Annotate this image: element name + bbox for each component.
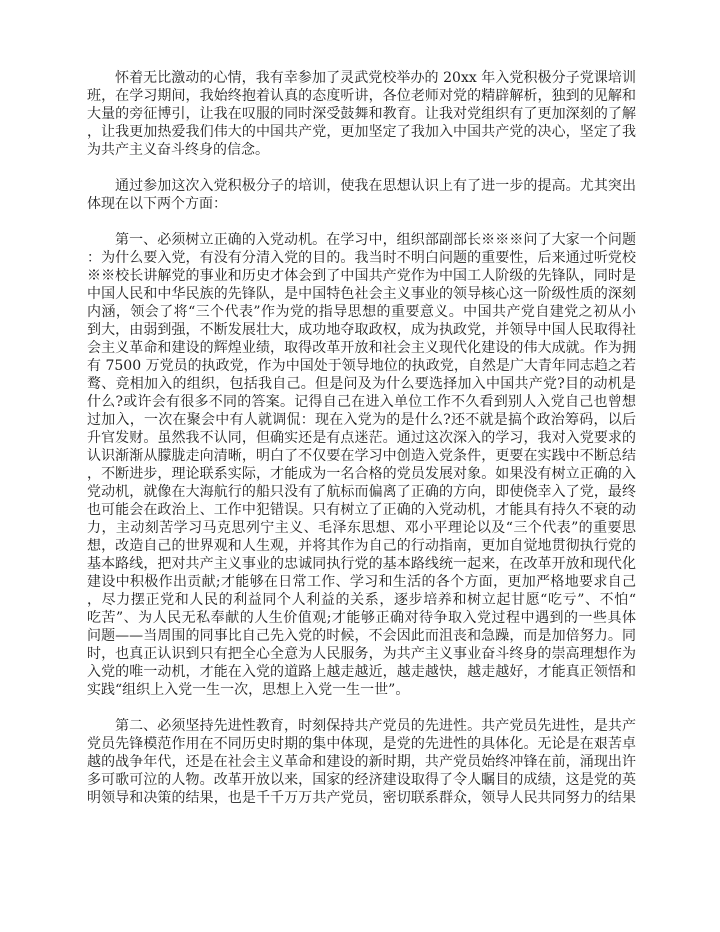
text-line: 有 7500 万党员的执政党，作为中国处于领导地位的执政党，自然是广大青年同志趋之若: [87, 358, 636, 374]
text-line: 实践“组织上入党一生一次，思想上入党一生一世”。: [87, 682, 410, 698]
paragraph: [87, 177, 636, 213]
text-line: 中国人民和中华民族的先锋队，是中国特色社会主义事业的领导核心这一阶级性质的深刻: [87, 286, 636, 302]
text-line: 建设中积极作出贡献;才能够在日常工作、学习和生活的各个方面，更加严格地要求自己: [87, 574, 636, 590]
text-line: 时，也真正认识到只有把全心全意为人民服务，为共产主义事业奋斗终身的崇高理想作为: [87, 646, 636, 662]
text-line: 内涵，领会了将“三个代表”作为党的指导思想的重要意义。中国共产党自建党之初从小: [87, 304, 636, 320]
text-line: 通过参加这次入党积极分子的培训，使我在思想认识上有了进一步的提高。尤其突出: [115, 178, 636, 194]
text-line: ：为什么要入党，有没有分清入党的目的。我当时不明白问题的重要性，后来通过听党校: [87, 250, 636, 266]
text-line: 党员先锋模范作用在不同历史时期的集中体现，是党的先进性的具体化。无论是在艰苦卓: [87, 736, 636, 752]
text-line: 什么?或许会有很多不同的答案。记得自己在进入单位工作不久看到别人入党自己也曾想: [87, 394, 636, 410]
text-line: 基本路线，把对共产主义事业的忠诚同执行党的基本路线统一起来，在改革开放和现代化: [87, 556, 636, 572]
text-line: 多可歌可泣的人物。改革开放以来，国家的经济建设取得了令人瞩目的成绩，这是党的英: [87, 772, 636, 788]
text-line: 大量的旁征博引，让我在叹服的同时深受鼓舞和教育。让我对党组织有了更加深刻的了解: [87, 106, 636, 122]
text-line: 到大，由弱到强，不断发展壮大，成功地夺取政权，成为执政党，并领导中国人民取得社: [87, 322, 636, 338]
text-line: 越的战争年代，还是在社会主义革命和建设的新时期，共产党员始终冲锋在前，涌现出许: [87, 754, 636, 770]
text-line: 认识渐渐从朦胧走向清晰，明白了不仅要在学习中创造入党条件，更要在实践中不断总结: [87, 448, 636, 464]
paragraph: [87, 231, 636, 699]
text-line: 体现在以下两个方面：: [87, 196, 227, 212]
text-line: ，尽力摆正党和人民的利益同个人利益的关系，逐步培养和树立起甘愿“吃亏”、不怕“: [87, 592, 636, 608]
text-line: 为共产主义奋斗终身的信念。: [87, 142, 269, 158]
text-line: ，不断进步，理论联系实际，才能成为一名合格的党员发展对象。如果没有树立正确的入: [87, 466, 636, 482]
text-line: 第二、必须坚持先进性教育，时刻保持共产党员的先进性。共产党员先进性，是共产: [115, 718, 636, 734]
text-line: 力，主动刻苦学习马克思列宁主义、毛泽东思想、邓小平理论以及“三个代表”的重要思: [87, 520, 636, 536]
text-line: 也可能会在政治上、工作中犯错误。只有树立了正确的入党动机，才能具有持久不衰的动: [87, 502, 636, 518]
text-line: 过加入，一次在聚会中有人就调侃：现在入党为的是什么?还不就是搞个政治筹码，以后: [87, 412, 636, 428]
text-line: 问题——当周围的同事比自己先入党的时候，不会因此而沮丧和急躁，而是加倍努力。同: [87, 628, 636, 644]
text-line: 入党的唯一动机，才能在入党的道路上越走越近，越走越快，越走越好，才能真正领悟和: [87, 664, 636, 680]
text-line: 明领导和决策的结果，也是千千万万共产党员，密切联系群众，领导人民共同努力的结果: [87, 790, 636, 806]
paragraph: [87, 69, 636, 159]
text-line: 升官发财。虽然我不认同，但确实还是有点迷茫。通过这次深入的学习，我对入党要求的: [87, 430, 636, 446]
paragraph: [87, 717, 636, 807]
text-line: ，让我更加热爱我们伟大的中国共产党，更加坚定了我加入中国共产党的决心，坚定了我: [87, 124, 636, 140]
text-line: 第一、必须树立正确的入党动机。在学习中，组织部副部长※※※问了大家一个问题: [115, 232, 636, 248]
text-line: 鹜、竞相加入的组织，包括我自己。但是问及为什么要选择加入中国共产党?目的动机是: [87, 376, 636, 392]
document-body: [87, 69, 636, 825]
text-line: ※※校长讲解党的事业和历史才体会到了中国共产党作为中国工人阶级的先锋队，同时是: [87, 268, 636, 284]
text-line: 怀着无比激动的心情，我有幸参加了灵武党校举办的 20xx 年入党积极分子党课培训: [115, 70, 636, 86]
text-line: 想，改造自己的世界观和人生观，并将其作为自己的行动指南，更加自觉地贯彻执行党的: [87, 538, 636, 554]
text-line: 班，在学习期间，我始终抱着认真的态度听讲，各位老师对党的精辟解析，独到的见解和: [87, 88, 636, 104]
text-line: 党动机，就像在大海航行的船只没有了航标而偏离了正确的方向，即使侥幸入了党，最终: [87, 484, 636, 500]
text-line: 会主义革命和建设的辉煌业绩，取得改革开放和社会主义现代化建设的伟大成就。作为拥: [87, 340, 636, 356]
text-line: 吃苦”、为人民无私奉献的人生价值观;才能够正确对待争取入党过程中遇到的一些具体: [87, 610, 636, 626]
